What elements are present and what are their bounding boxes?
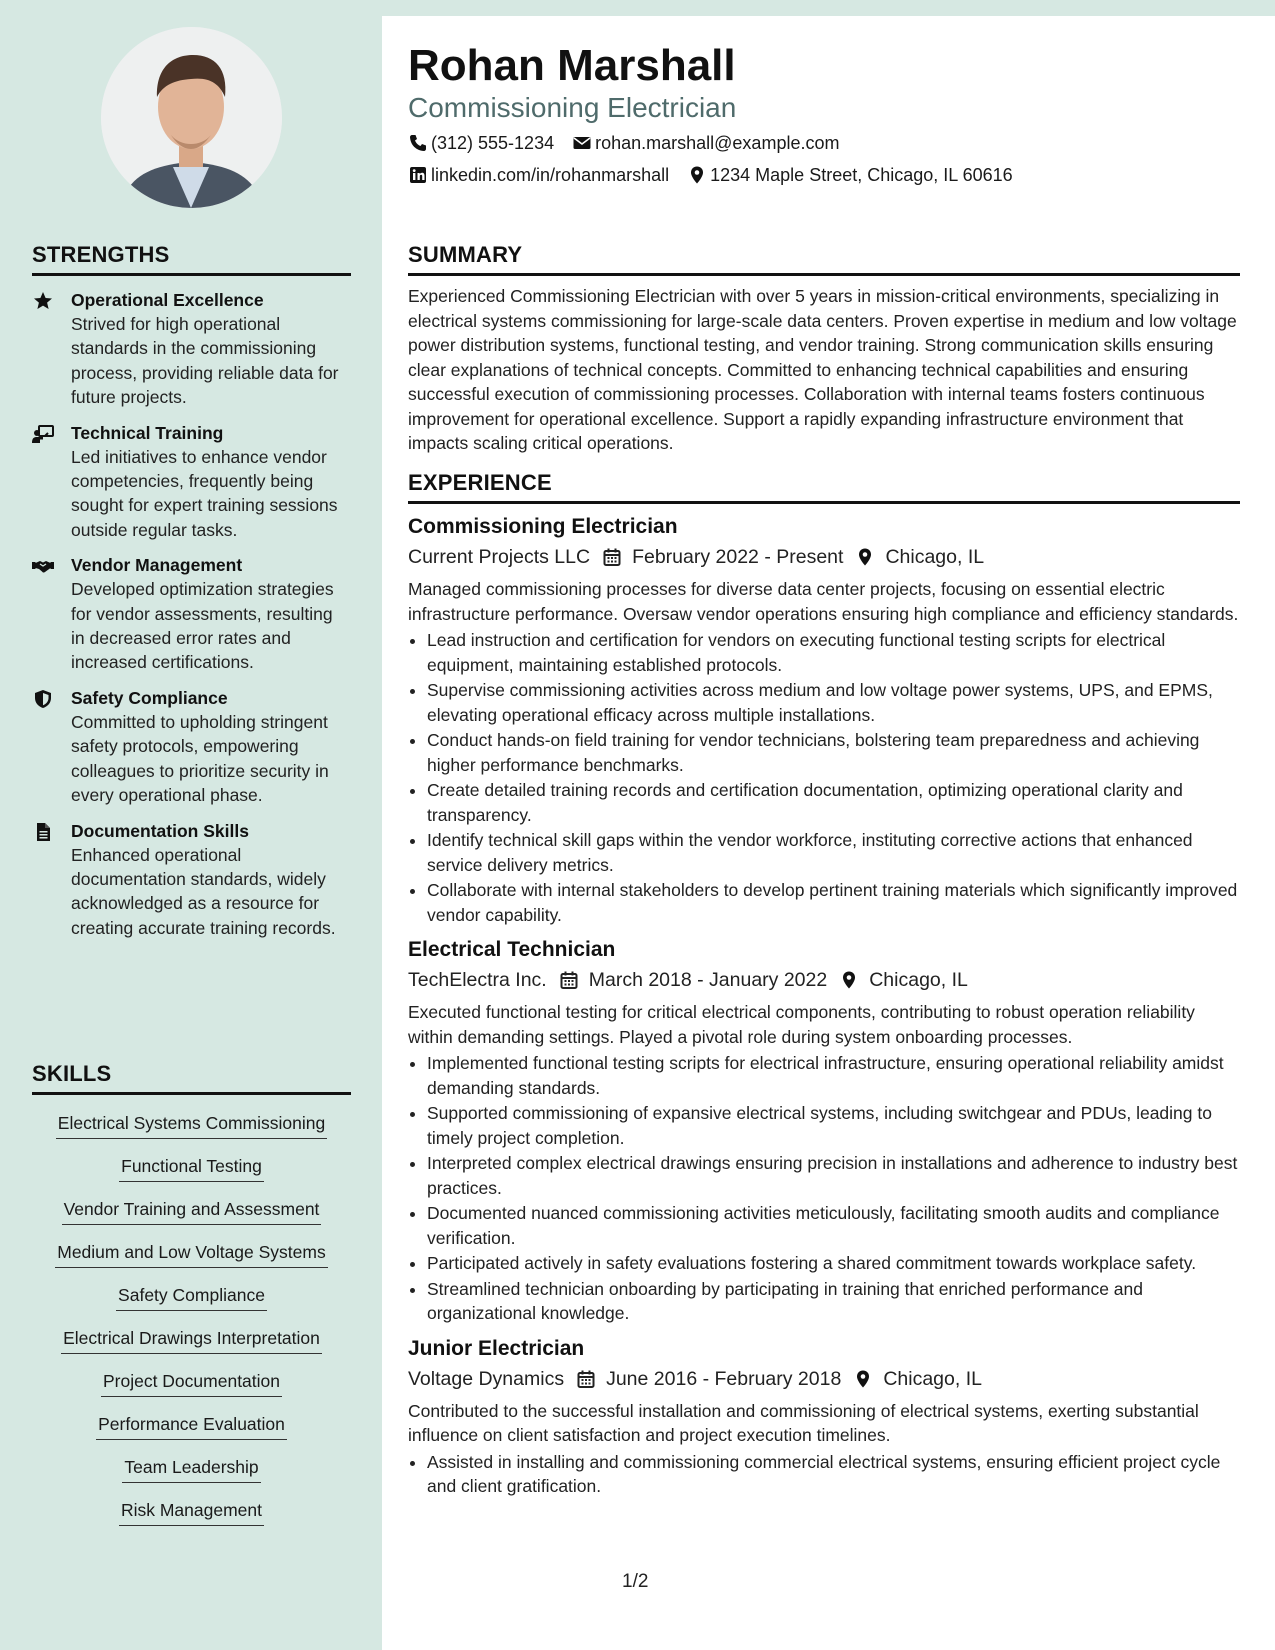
phone-icon xyxy=(408,133,428,153)
skill-tag: Project Documentation xyxy=(101,1369,282,1397)
strength-item xyxy=(32,553,351,675)
strengths-section xyxy=(32,242,351,940)
job-description: Contributed to the successful installation and commissioning of electrical systems, exerting substantial influence on client satisfaction and project execution timelines. xyxy=(408,1400,1199,1445)
job-dates: February 2022 - Present xyxy=(632,546,844,568)
job-role: Commissioning Electrician xyxy=(408,515,678,538)
skills-list xyxy=(32,1111,351,1541)
bullet-item: • Create detailed training records and certification documentation, optimizing operational clarity and transparency. xyxy=(427,778,1240,827)
map-pin-icon xyxy=(839,970,859,990)
strength-item xyxy=(32,288,351,410)
candidate-title: Commissioning Electrician xyxy=(408,92,737,123)
strength-title: Vendor Management xyxy=(71,555,243,576)
strength-title: Safety Compliance xyxy=(71,687,228,708)
strength-title: Documentation Skills xyxy=(71,820,249,841)
job-role: Electrical Technician xyxy=(408,938,616,961)
top-accent-band xyxy=(382,0,1275,16)
skill-tag: Medium and Low Voltage Systems xyxy=(55,1240,327,1268)
company-name: Voltage Dynamics xyxy=(408,1367,565,1390)
job-entry xyxy=(408,513,1240,927)
job-meta xyxy=(408,966,1240,994)
job-location: Chicago, IL xyxy=(869,969,968,991)
strength-description: Committed to upholding stringent safety protocols, empowering colleagues to prioritize security in every operational phase. xyxy=(71,711,329,806)
skill-tag: Safety Compliance xyxy=(116,1283,267,1311)
job-bullets xyxy=(408,1051,1240,1326)
phone-number[interactable]: (312) 555-1234 xyxy=(431,133,555,153)
job-meta xyxy=(408,543,1240,571)
linkedin-url[interactable]: linkedin.com/in/rohanmarshall xyxy=(431,165,670,185)
bullet-item: • Collaborate with internal stakeholders to develop pertinent training materials which significantly improved vendor capability. xyxy=(427,878,1240,927)
company-name: TechElectra Inc. xyxy=(408,969,547,991)
skill-tag: Functional Testing xyxy=(119,1154,264,1182)
bullet-item: • Supported commissioning of expansive electrical systems, including switchgear and PDUs, leading to timely project completion. xyxy=(427,1101,1240,1150)
candidate-name: Rohan Marshall xyxy=(408,41,736,90)
job-bullets xyxy=(408,628,1240,927)
bullet-item: • Participated actively in safety evaluations fostering a shared commitment towards workplace safety. xyxy=(427,1251,1240,1276)
skill-tag: Vendor Training and Assessment xyxy=(62,1197,322,1225)
document-icon xyxy=(32,822,54,842)
experience-section xyxy=(408,470,1240,1500)
handshake-icon xyxy=(32,556,54,576)
skill-tag: Performance Evaluation xyxy=(96,1412,287,1440)
job-entry xyxy=(408,936,1240,1326)
strength-title: Technical Training xyxy=(71,422,224,443)
bullet-item: • Interpreted complex electrical drawings ensuring precision in installations and adherence to industry best practices. xyxy=(427,1151,1240,1200)
calendar-icon xyxy=(559,970,579,990)
job-entry xyxy=(408,1335,1240,1499)
job-role: Junior Electrician xyxy=(408,1336,585,1360)
profile-photo xyxy=(101,27,282,208)
shield-icon xyxy=(32,689,54,709)
job-description: Executed functional testing for critical electrical components, contributing to robust operation reliability within demanding settings. Played a pivotal role during system onboarding processes. xyxy=(408,1002,1195,1047)
page-number: 1/2 xyxy=(622,1571,649,1592)
skill-tag: Team Leadership xyxy=(122,1455,260,1483)
summary-text: Experienced Commissioning Electrician with over 5 years in mission-critical environments, specializing in electrical systems commissioning for large-scale data centers. Proven expertise in medium and low voltage power distribution systems, functional testing, and vendor training. Strong communication skills ensuring clear explanations of technical concepts. Committed to enhancing technical capabilities and ensuring successful execution of commissioning processes. Collaboration with internal teams fosters continuous improvement for operational excellence. Support a rapidly expanding infrastructure environment that impacts scaling critical operations. xyxy=(408,286,1237,453)
summary-section xyxy=(408,242,1240,456)
strength-description: Strived for high operational standards in the commissioning process, providing reliable data for future projects. xyxy=(71,314,339,408)
map-pin-icon xyxy=(853,1369,873,1389)
phone-contact xyxy=(408,131,554,155)
envelope-icon xyxy=(572,133,592,153)
bullet-item: • Identify technical skill gaps within the vendor workforce, instituting corrective actions that enhanced service delivery metrics. xyxy=(427,828,1240,877)
resume-header xyxy=(408,40,1238,187)
experience-heading: EXPERIENCE xyxy=(408,470,1240,504)
linkedin-contact xyxy=(408,163,669,187)
teacher-board-icon xyxy=(32,424,54,444)
strength-item xyxy=(32,686,351,808)
skill-tag: Electrical Drawings Interpretation xyxy=(61,1326,322,1354)
strength-description: Enhanced operational documentation standards, widely acknowledged as a resource for creating accurate training records. xyxy=(71,844,336,938)
strength-item xyxy=(32,421,351,543)
bullet-item: • Streamlined technician onboarding by participating in training that enriched performance and organizational knowledge. xyxy=(427,1277,1240,1326)
contact-row-2 xyxy=(408,163,1238,187)
address-contact xyxy=(687,163,1013,187)
bullet-item: • Lead instruction and certification for vendors on executing functional testing scripts for electrical equipment, maintaining established protocols. xyxy=(427,628,1240,677)
skills-section xyxy=(32,1061,351,1541)
street-address: 1234 Maple Street, Chicago, IL 60616 xyxy=(710,165,1013,185)
email-contact xyxy=(572,131,839,155)
summary-heading: SUMMARY xyxy=(408,242,1240,276)
email-address[interactable]: rohan.marshall@example.com xyxy=(595,133,840,153)
bullet-item: • Assisted in installing and commissioning commercial electrical systems, ensuring efficient project cycle and client gratification. xyxy=(427,1450,1240,1499)
strength-title: Operational Excellence xyxy=(71,290,264,310)
company-name: Current Projects LLC xyxy=(408,546,591,568)
map-pin-icon xyxy=(687,165,707,185)
star-icon xyxy=(32,291,54,311)
calendar-icon xyxy=(576,1369,596,1389)
job-location: Chicago, IL xyxy=(883,1367,982,1390)
bullet-item: • Conduct hands-on field training for vendor technicians, bolstering team preparedness and achieving higher performance benchmarks. xyxy=(427,728,1240,777)
strength-item xyxy=(32,819,351,941)
strengths-heading: STRENGTHS xyxy=(32,242,351,276)
job-meta xyxy=(408,1365,1240,1393)
map-pin-icon xyxy=(855,547,875,567)
bullet-item: • Documented nuanced commissioning activities meticulously, facilitating smooth audits and compliance verification. xyxy=(427,1201,1240,1250)
bullet-item: • Implemented functional testing scripts for electrical infrastructure, ensuring operational reliability amidst demanding standards. xyxy=(427,1051,1240,1100)
strength-description: Led initiatives to enhance vendor competencies, frequently being sought for expert training sessions outside regular tasks. xyxy=(71,446,338,540)
job-dates: June 2016 - February 2018 xyxy=(606,1367,842,1390)
contact-row-1 xyxy=(408,131,1238,155)
skill-tag: Electrical Systems Commissioning xyxy=(56,1111,327,1139)
job-description: Managed commissioning processes for diverse data center projects, focusing on essential electric infrastructure performance. Oversaw vendor operations ensuring high compliance and efficiency standards. xyxy=(408,579,1239,624)
linkedin-icon xyxy=(408,165,428,185)
portrait-image xyxy=(101,27,282,208)
bullet-item: • Supervise commissioning activities across medium and low voltage power systems, UPS, and EPMS, elevating operational efficacy across multiple installations. xyxy=(427,678,1240,727)
calendar-icon xyxy=(602,547,622,567)
strength-description: Developed optimization strategies for vendor assessments, resulting in decreased error rates and increased certifications. xyxy=(71,579,334,673)
job-dates: March 2018 - January 2022 xyxy=(588,969,828,991)
skill-tag: Risk Management xyxy=(119,1498,264,1526)
skills-heading: SKILLS xyxy=(32,1061,351,1095)
job-bullets xyxy=(408,1450,1240,1499)
job-location: Chicago, IL xyxy=(885,546,985,568)
